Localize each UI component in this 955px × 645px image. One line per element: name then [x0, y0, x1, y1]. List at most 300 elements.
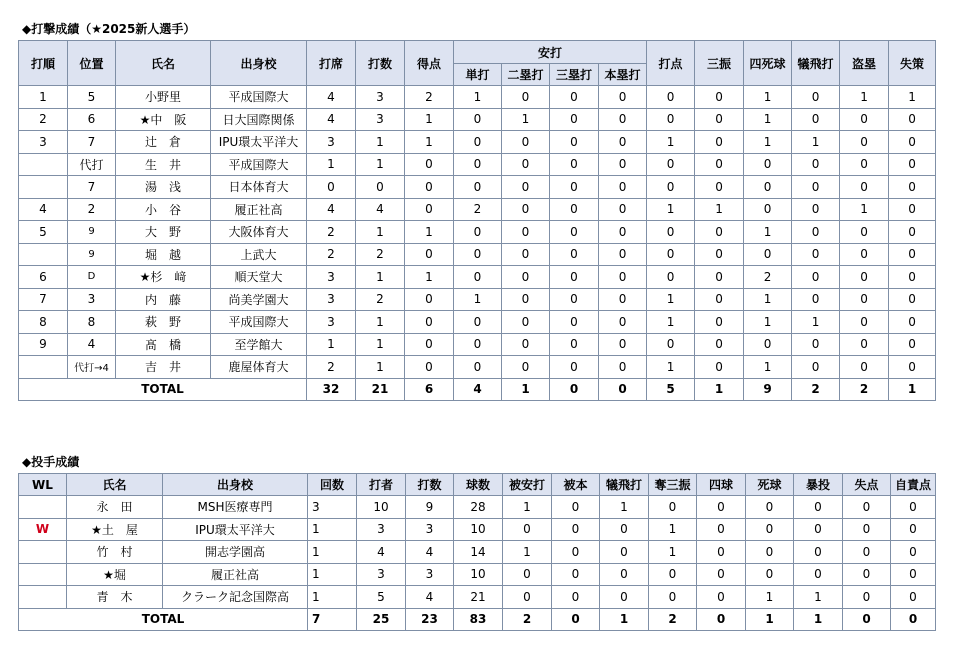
pitching-stat-cell: 9 [406, 496, 454, 519]
batting-stat-cell: 1 [647, 288, 695, 311]
pitching-stat-cell: 0 [891, 496, 936, 519]
batting-stat-cell: 1 [744, 131, 792, 154]
batting-stat-cell: 2 [356, 288, 405, 311]
batting-stat-cell: 0 [792, 333, 840, 356]
pitching-stat-cell: 1 [308, 518, 357, 541]
player-school: 日本体育大 [211, 176, 307, 199]
batting-stat-cell: 1 [840, 198, 889, 221]
pitching-header-cell: 失点 [843, 474, 891, 496]
pitcher-school: クラーク記念国際高 [163, 586, 308, 609]
batting-stat-cell: 1 [405, 108, 454, 131]
player-name: 湯 浅 [116, 176, 211, 199]
batting-stat-cell: 0 [840, 243, 889, 266]
pitching-header-cell: 犠飛打 [600, 474, 649, 496]
batting-stat-cell: 3 [307, 131, 356, 154]
batting-stat-cell: 0 [695, 108, 744, 131]
batting-stat-cell: 0 [502, 266, 550, 289]
batting-stat-cell: 0 [792, 266, 840, 289]
pitching-stat-cell: 0 [503, 518, 552, 541]
pitching-header-cell: 氏名 [67, 474, 163, 496]
batting-stat-cell: 1 [356, 333, 405, 356]
batting-stat-cell: 0 [647, 221, 695, 244]
batting-order: 9 [19, 333, 68, 356]
pitching-stat-cell: 1 [746, 586, 794, 609]
batting-position: 9 [68, 221, 116, 244]
pitching-row [19, 518, 936, 541]
batting-total-cell: 9 [744, 378, 792, 401]
batting-total-cell: 1 [889, 378, 936, 401]
pitching-total-cell: 0 [552, 608, 600, 631]
pitching-stat-cell: 0 [503, 563, 552, 586]
batting-stat-cell: 1 [889, 86, 936, 109]
pitching-total-cell: 2 [503, 608, 552, 631]
batting-stat-cell: 0 [405, 243, 454, 266]
batting-stat-cell: 0 [454, 153, 502, 176]
batting-section-title: ◆打撃成績（★2025新人選手） [22, 22, 196, 36]
batting-position: 7 [68, 131, 116, 154]
pitching-stat-cell: 0 [746, 518, 794, 541]
batting-stat-cell: 0 [647, 243, 695, 266]
pitching-stat-cell: 10 [454, 518, 503, 541]
pitching-stat-cell: 1 [649, 541, 697, 564]
pitching-header-cell: 回数 [308, 474, 357, 496]
batting-stat-cell: 0 [792, 243, 840, 266]
batting-stat-cell: 0 [647, 86, 695, 109]
batting-stat-cell: 2 [454, 198, 502, 221]
batting-stat-cell: 0 [792, 356, 840, 379]
batting-order: 8 [19, 311, 68, 334]
batting-stat-cell: 1 [792, 311, 840, 334]
batting-stat-cell: 1 [356, 266, 405, 289]
batting-stat-cell: 4 [307, 198, 356, 221]
batting-stat-cell: 1 [405, 221, 454, 244]
batting-stat-cell: 0 [356, 176, 405, 199]
pitching-stat-cell: 28 [454, 496, 503, 519]
batting-stat-cell: 1 [647, 198, 695, 221]
batting-stat-cell: 0 [695, 288, 744, 311]
pitching-stat-cell: 0 [746, 563, 794, 586]
pitcher-name: 青 木 [67, 586, 163, 609]
batting-stat-cell: 0 [840, 221, 889, 244]
batting-stat-cell: 0 [744, 153, 792, 176]
batting-row [19, 108, 936, 131]
pitching-stat-cell: 1 [600, 496, 649, 519]
pitcher-school: 開志学園高 [163, 541, 308, 564]
batting-stat-cell: 0 [840, 288, 889, 311]
batting-stat-cell: 0 [599, 356, 647, 379]
batting-row [19, 356, 936, 379]
batting-stat-cell: 2 [356, 243, 405, 266]
player-name: 小野里 [116, 86, 211, 109]
pitching-total-row [19, 608, 936, 631]
batting-stat-cell: 0 [454, 311, 502, 334]
pitching-header-cell: 被本 [552, 474, 600, 496]
header-position: 位置 [68, 41, 116, 86]
pitching-total-cell: 1 [600, 608, 649, 631]
player-name: 内 藤 [116, 288, 211, 311]
batting-stat-cell: 0 [647, 176, 695, 199]
batting-stat-cell: 1 [647, 311, 695, 334]
batting-position: 5 [68, 86, 116, 109]
pitcher-school: 履正社高 [163, 563, 308, 586]
batting-stat-cell: 0 [502, 333, 550, 356]
batting-position: 7 [68, 176, 116, 199]
batting-total-cell: 21 [356, 378, 405, 401]
pitching-stat-cell: 0 [843, 541, 891, 564]
batting-stat-cell: 0 [550, 198, 599, 221]
batting-stat-cell: 0 [695, 221, 744, 244]
pitching-row [19, 541, 936, 564]
pitching-total-cell: 25 [357, 608, 406, 631]
batting-stat-cell: 0 [889, 333, 936, 356]
batting-stat-cell: 0 [889, 221, 936, 244]
pitching-header-cell: 四球 [697, 474, 746, 496]
batting-stat-cell: 1 [840, 86, 889, 109]
header-err: 失策 [889, 41, 936, 86]
batting-order: 6 [19, 266, 68, 289]
batting-stat-cell: 0 [405, 176, 454, 199]
batting-stat-cell: 0 [647, 266, 695, 289]
batting-stat-cell: 0 [889, 356, 936, 379]
pitching-stat-cell: 0 [649, 496, 697, 519]
batting-stat-cell: 2 [405, 86, 454, 109]
batting-row [19, 176, 936, 199]
batting-stat-cell: 0 [502, 243, 550, 266]
pitching-stat-cell: 3 [357, 518, 406, 541]
pitching-stat-cell: 3 [406, 563, 454, 586]
batting-stat-cell: 0 [550, 288, 599, 311]
header-sac: 犠飛打 [792, 41, 840, 86]
batting-position: 2 [68, 198, 116, 221]
batting-stat-cell: 1 [744, 221, 792, 244]
pitching-stat-cell: 0 [649, 586, 697, 609]
header-hr: 本塁打 [599, 64, 647, 86]
batting-stat-cell: 0 [405, 288, 454, 311]
batting-stat-cell: 0 [502, 131, 550, 154]
pitching-stat-cell: 0 [843, 518, 891, 541]
batting-stat-cell: 0 [840, 153, 889, 176]
pitching-header-cell: WL [19, 474, 67, 496]
batting-stat-cell: 0 [695, 131, 744, 154]
batting-stat-cell: 0 [889, 311, 936, 334]
pitching-stat-cell: 0 [843, 563, 891, 586]
batting-order [19, 243, 68, 266]
pitching-stat-cell: 0 [697, 563, 746, 586]
pitching-stat-cell: 21 [454, 586, 503, 609]
batting-total-row [19, 378, 936, 401]
header-sb: 盗塁 [840, 41, 889, 86]
batting-stat-cell: 0 [502, 221, 550, 244]
pitching-stats-table [18, 473, 936, 631]
header-ab: 打数 [356, 41, 405, 86]
pitching-total-cell: 0 [891, 608, 936, 631]
batting-stat-cell: 0 [695, 153, 744, 176]
batting-stat-cell: 0 [454, 221, 502, 244]
player-name: 辻 倉 [116, 131, 211, 154]
batting-order: 2 [19, 108, 68, 131]
batting-row [19, 333, 936, 356]
batting-stat-cell: 1 [356, 356, 405, 379]
batting-stat-cell: 2 [744, 266, 792, 289]
batting-stat-cell: 1 [356, 153, 405, 176]
pitching-stat-cell: 0 [697, 586, 746, 609]
pitching-total-cell: 0 [697, 608, 746, 631]
batting-position: 8 [68, 311, 116, 334]
win-loss [19, 541, 67, 564]
batting-stat-cell: 0 [840, 356, 889, 379]
batting-stat-cell: 0 [744, 243, 792, 266]
batting-stat-cell: 0 [550, 108, 599, 131]
pitching-stat-cell: 0 [552, 541, 600, 564]
batting-stat-cell: 1 [307, 153, 356, 176]
batting-stat-cell: 0 [599, 131, 647, 154]
pitching-stat-cell: 0 [891, 563, 936, 586]
pitching-stat-cell: 10 [454, 563, 503, 586]
pitching-stat-cell: 0 [746, 541, 794, 564]
batting-stat-cell: 0 [840, 131, 889, 154]
batting-stat-cell: 1 [647, 356, 695, 379]
batting-stat-cell: 0 [599, 176, 647, 199]
batting-stat-cell: 0 [792, 86, 840, 109]
batting-stat-cell: 1 [744, 86, 792, 109]
batting-stat-cell: 0 [307, 176, 356, 199]
batting-stat-cell: 0 [599, 266, 647, 289]
batting-position: 6 [68, 108, 116, 131]
batting-stat-cell: 0 [599, 288, 647, 311]
pitching-total-cell: 7 [308, 608, 357, 631]
batting-stat-cell: 0 [550, 176, 599, 199]
batting-stat-cell: 1 [405, 131, 454, 154]
pitching-header-cell: 自責点 [891, 474, 936, 496]
pitching-header-cell: 奪三振 [649, 474, 697, 496]
batting-stat-cell: 0 [454, 333, 502, 356]
batting-position: 4 [68, 333, 116, 356]
header-so: 三振 [695, 41, 744, 86]
batting-stat-cell: 0 [792, 221, 840, 244]
pitching-stat-cell: 0 [552, 496, 600, 519]
batting-header-row [19, 41, 936, 64]
batting-stat-cell: 0 [502, 288, 550, 311]
header-double: 二塁打 [502, 64, 550, 86]
batting-order [19, 176, 68, 199]
pitching-stat-cell: 0 [891, 541, 936, 564]
player-name: ★中 阪 [116, 108, 211, 131]
player-school: 上武大 [211, 243, 307, 266]
batting-stat-cell: 0 [502, 311, 550, 334]
pitching-stat-cell: 5 [357, 586, 406, 609]
pitching-row [19, 586, 936, 609]
pitching-stat-cell: 4 [406, 586, 454, 609]
batting-row [19, 86, 936, 109]
pitching-stat-cell: 0 [503, 586, 552, 609]
batting-stat-cell: 0 [454, 176, 502, 199]
batting-stat-cell: 3 [307, 288, 356, 311]
batting-stat-cell: 4 [356, 198, 405, 221]
player-name: ★杉 﨑 [116, 266, 211, 289]
batting-stat-cell: 0 [695, 356, 744, 379]
pitching-stat-cell: 0 [600, 518, 649, 541]
batting-row [19, 131, 936, 154]
batting-order: 7 [19, 288, 68, 311]
batting-stat-cell: 0 [599, 86, 647, 109]
batting-stat-cell: 1 [356, 221, 405, 244]
batting-stat-cell: 0 [647, 333, 695, 356]
batting-stat-cell: 0 [647, 108, 695, 131]
batting-row [19, 243, 936, 266]
pitching-stat-cell: 0 [891, 586, 936, 609]
player-name: 堀 越 [116, 243, 211, 266]
batting-stats-table [18, 40, 936, 401]
batting-stat-cell: 0 [647, 153, 695, 176]
pitching-stat-cell: 14 [454, 541, 503, 564]
batting-position: 代打→4 [68, 356, 116, 379]
batting-stat-cell: 0 [502, 153, 550, 176]
batting-stat-cell: 0 [454, 108, 502, 131]
batting-stat-cell: 1 [695, 198, 744, 221]
batting-stat-cell: 1 [405, 266, 454, 289]
batting-order: 4 [19, 198, 68, 221]
batting-stat-cell: 0 [405, 356, 454, 379]
batting-stat-cell: 0 [695, 333, 744, 356]
batting-stat-cell: 0 [550, 86, 599, 109]
player-name: 小 谷 [116, 198, 211, 221]
batting-stat-cell: 0 [405, 333, 454, 356]
batting-stat-cell: 0 [599, 243, 647, 266]
header-single: 単打 [454, 64, 502, 86]
pitching-total-cell: 2 [649, 608, 697, 631]
batting-stat-cell: 0 [695, 176, 744, 199]
batting-stat-cell: 0 [599, 153, 647, 176]
batting-stat-cell: 0 [405, 198, 454, 221]
batting-position: D [68, 266, 116, 289]
batting-stat-cell: 0 [889, 243, 936, 266]
pitching-stat-cell: 0 [600, 586, 649, 609]
win-loss [19, 586, 67, 609]
pitching-total-cell: 1 [746, 608, 794, 631]
batting-stat-cell: 2 [307, 243, 356, 266]
pitching-stat-cell: 1 [649, 518, 697, 541]
pitching-stat-cell: 0 [649, 563, 697, 586]
pitching-total-cell: 0 [843, 608, 891, 631]
batting-total-cell: 0 [599, 378, 647, 401]
batting-stat-cell: 3 [356, 86, 405, 109]
batting-stat-cell: 0 [695, 311, 744, 334]
batting-stat-cell: 1 [744, 311, 792, 334]
player-school: 順天堂大 [211, 266, 307, 289]
batting-total-cell: 1 [502, 378, 550, 401]
batting-total-cell: 0 [550, 378, 599, 401]
pitching-stat-cell: 0 [794, 496, 843, 519]
batting-stat-cell: 1 [502, 108, 550, 131]
batting-order [19, 153, 68, 176]
player-school: 至学館大 [211, 333, 307, 356]
batting-stat-cell: 0 [744, 176, 792, 199]
batting-stat-cell: 0 [502, 86, 550, 109]
player-school: 尚美学園大 [211, 288, 307, 311]
batting-stat-cell: 0 [840, 333, 889, 356]
pitching-stat-cell: 0 [697, 496, 746, 519]
batting-stat-cell: 0 [599, 198, 647, 221]
batting-stat-cell: 0 [792, 153, 840, 176]
batting-stat-cell: 3 [307, 311, 356, 334]
pitching-row [19, 496, 936, 519]
batting-stat-cell: 4 [307, 108, 356, 131]
pitching-stat-cell: 0 [697, 518, 746, 541]
pitching-stat-cell: 1 [794, 586, 843, 609]
batting-position: 代打 [68, 153, 116, 176]
player-name: 大 野 [116, 221, 211, 244]
player-school: 平成国際大 [211, 153, 307, 176]
batting-total-cell: 2 [792, 378, 840, 401]
batting-stat-cell: 0 [550, 131, 599, 154]
pitcher-name: 永 田 [67, 496, 163, 519]
pitching-total-cell: 23 [406, 608, 454, 631]
batting-stat-cell: 0 [840, 266, 889, 289]
batting-stat-cell: 0 [454, 131, 502, 154]
batting-row [19, 198, 936, 221]
header-hits-group: 安打 [454, 41, 647, 64]
pitching-stat-cell: 3 [406, 518, 454, 541]
player-school: 日大国際関係 [211, 108, 307, 131]
batting-stat-cell: 1 [454, 288, 502, 311]
batting-stat-cell: 0 [889, 131, 936, 154]
batting-position: 9 [68, 243, 116, 266]
header-rbi: 打点 [647, 41, 695, 86]
batting-stat-cell: 0 [550, 243, 599, 266]
pitching-stat-cell: 3 [308, 496, 357, 519]
batting-order: 3 [19, 131, 68, 154]
header-runs: 得点 [405, 41, 454, 86]
batting-stat-cell: 0 [599, 311, 647, 334]
batting-stat-cell: 0 [889, 153, 936, 176]
player-school: 鹿屋体育大 [211, 356, 307, 379]
pitching-stat-cell: 4 [357, 541, 406, 564]
batting-stat-cell: 0 [889, 108, 936, 131]
batting-order [19, 356, 68, 379]
pitching-stat-cell: 1 [308, 541, 357, 564]
pitching-total-cell: 83 [454, 608, 503, 631]
win-loss [19, 563, 67, 586]
batting-order: 1 [19, 86, 68, 109]
pitching-header-row [19, 474, 936, 496]
pitching-stat-cell: 0 [891, 518, 936, 541]
batting-stat-cell: 0 [792, 288, 840, 311]
batting-stat-cell: 0 [792, 176, 840, 199]
batting-stat-cell: 0 [454, 356, 502, 379]
batting-stat-cell: 0 [840, 176, 889, 199]
pitching-stat-cell: 0 [697, 541, 746, 564]
pitcher-name: ★土 屋 [67, 518, 163, 541]
batting-stat-cell: 0 [889, 266, 936, 289]
pitching-stat-cell: 3 [357, 563, 406, 586]
batting-stat-cell: 0 [744, 333, 792, 356]
pitching-stat-cell: 1 [503, 541, 552, 564]
pitching-stat-cell: 0 [843, 496, 891, 519]
batting-stat-cell: 0 [550, 221, 599, 244]
player-name: 吉 井 [116, 356, 211, 379]
player-school: 大阪体育大 [211, 221, 307, 244]
batting-stat-cell: 1 [744, 288, 792, 311]
total-label: TOTAL [19, 608, 308, 631]
header-order: 打順 [19, 41, 68, 86]
pitching-stat-cell: 0 [552, 563, 600, 586]
batting-row [19, 311, 936, 334]
batting-position: 3 [68, 288, 116, 311]
batting-stat-cell: 0 [550, 333, 599, 356]
pitching-stat-cell: 0 [794, 518, 843, 541]
batting-stat-cell: 0 [840, 108, 889, 131]
pitching-stat-cell: 1 [503, 496, 552, 519]
